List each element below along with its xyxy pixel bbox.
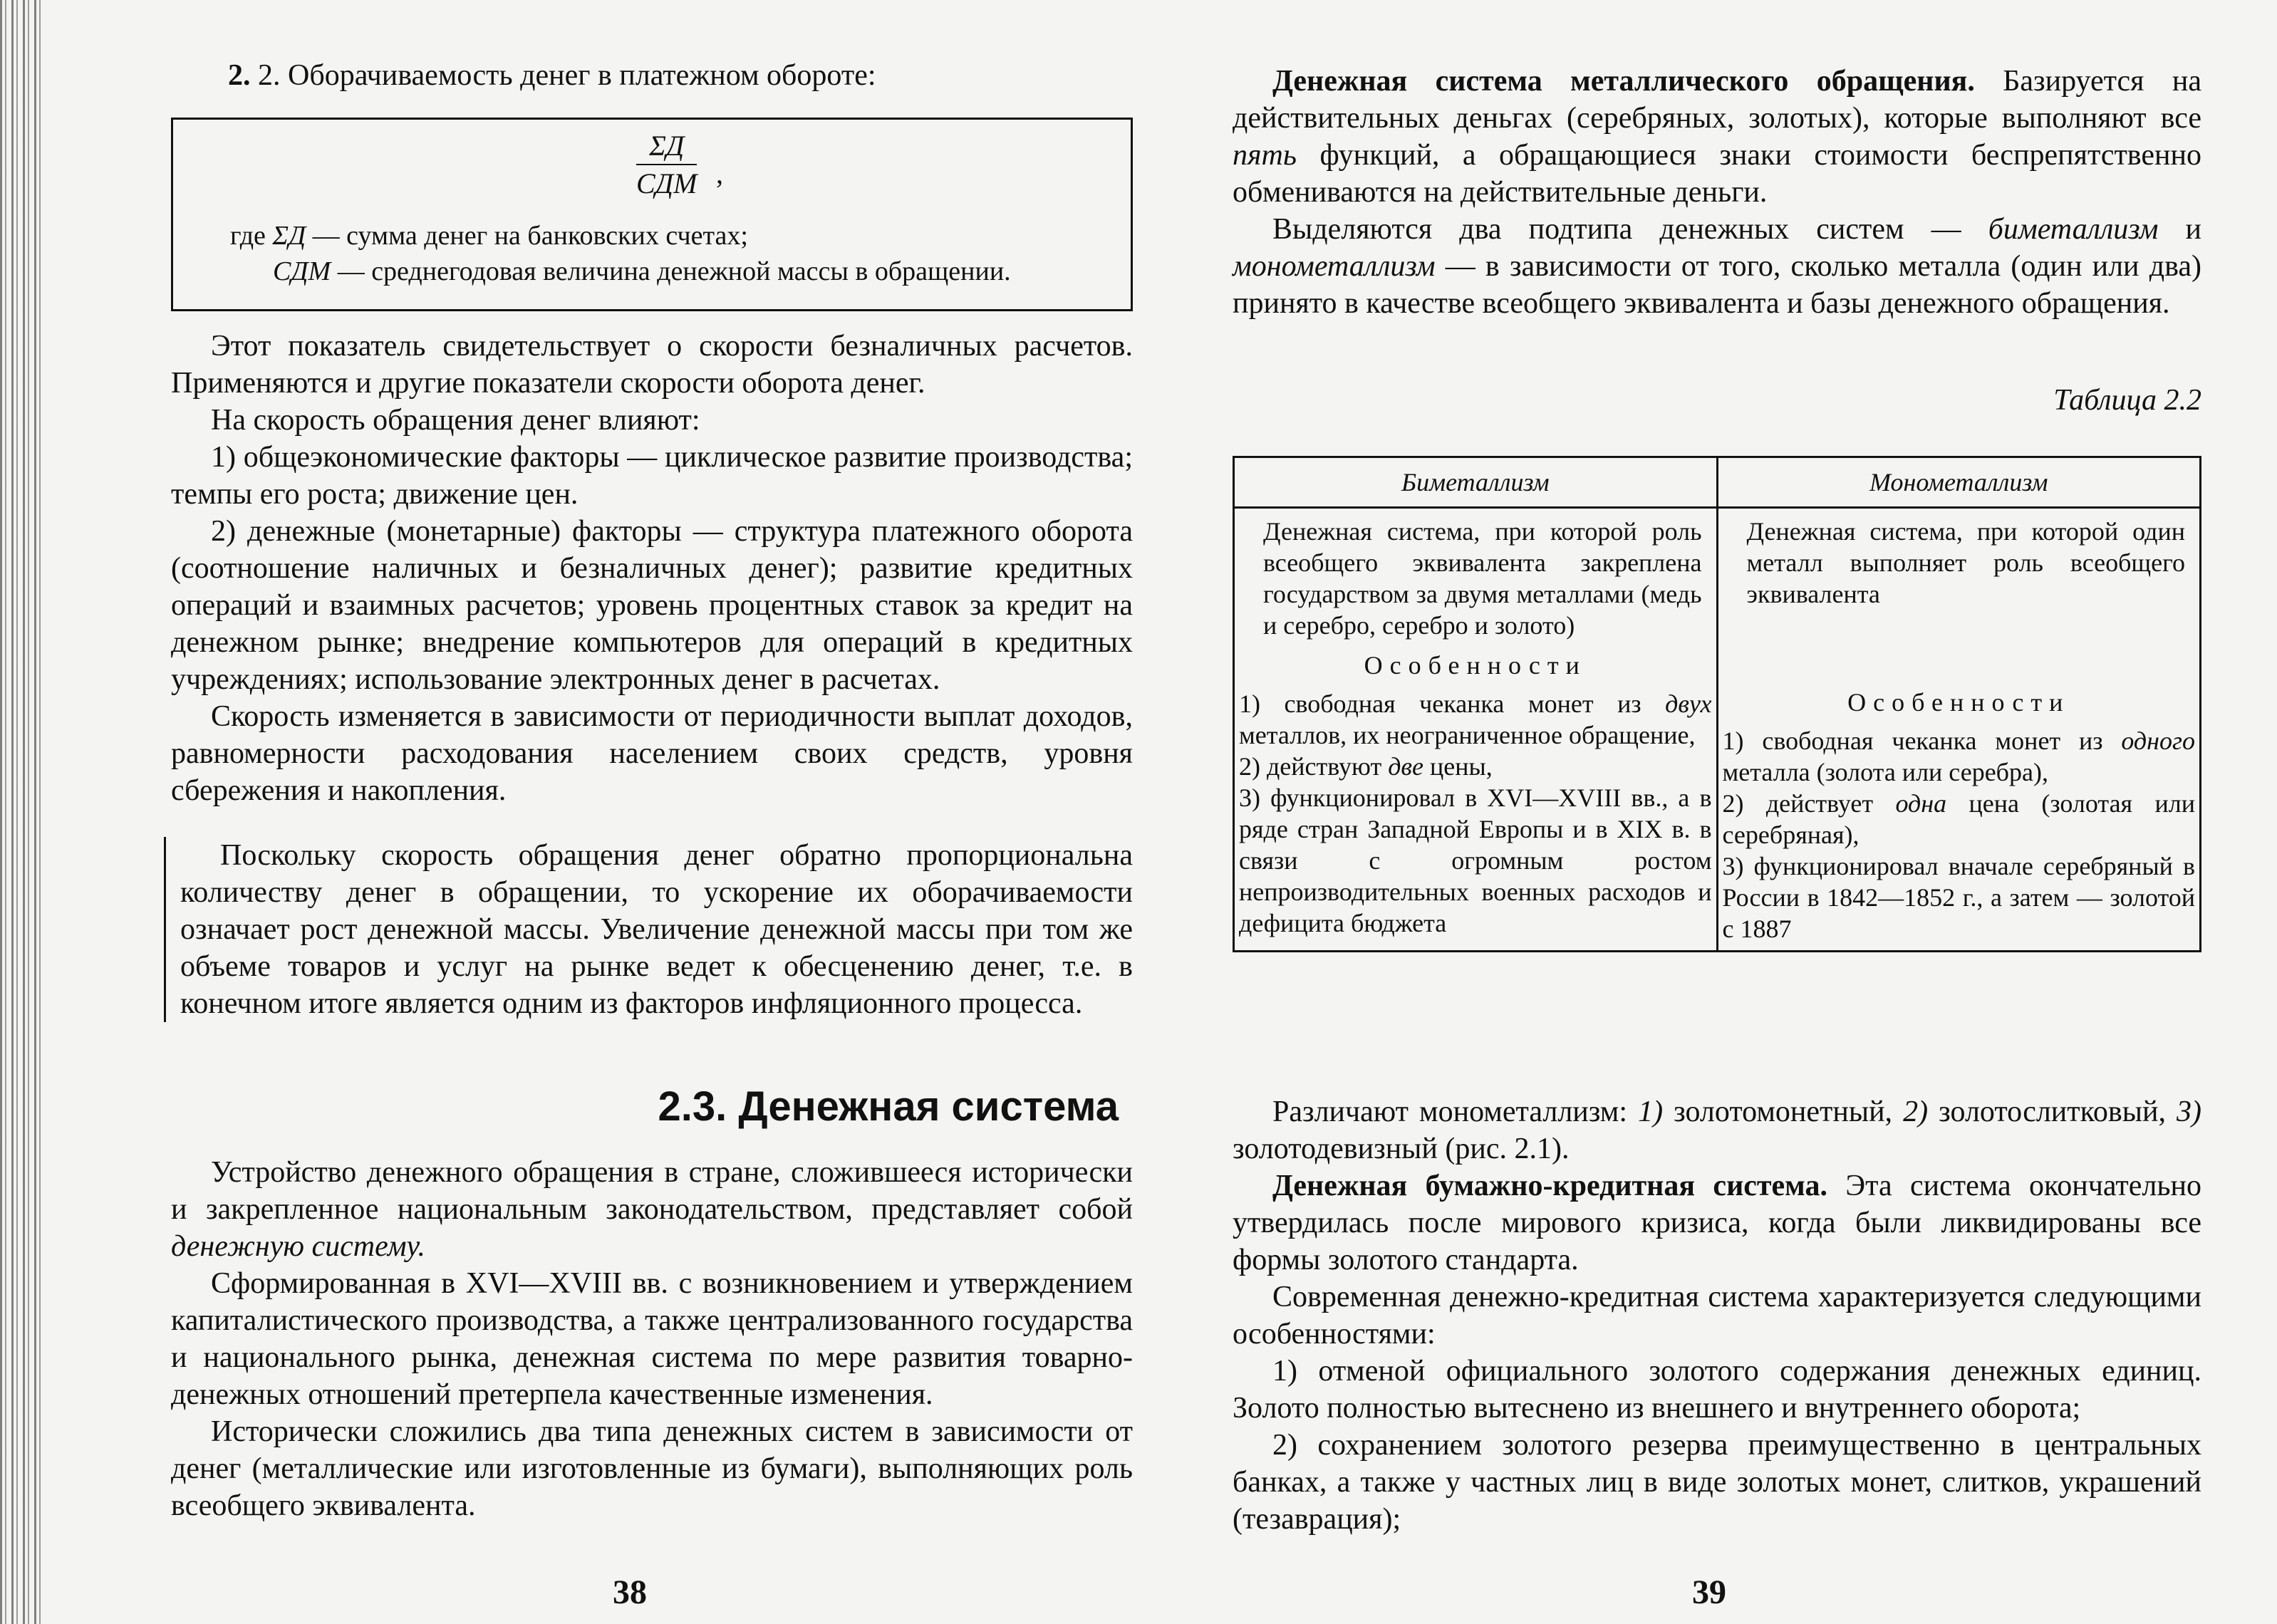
paragraph: Этот показатель свидетельствует о скорости безналичных расчетов. Применяются и другие показатели скорости оборота денег. [171, 330, 1133, 400]
table-cell-monometallism [1717, 508, 2201, 952]
feature-item [1239, 751, 1712, 782]
p1-italic: пять [1233, 139, 1297, 172]
paragraph [1233, 1167, 2201, 1279]
p3-italic: 3) [2177, 1095, 2201, 1128]
feature-text: металлов, их неограниченное обращение, [1239, 721, 1696, 749]
formula-comma: , [716, 157, 723, 189]
item-heading-text: 2. Оборачиваемость денег в платежном обороте: [258, 59, 876, 92]
feature-italic: двух [1665, 689, 1712, 718]
sidebar-text: Поскольку скорость обращения денег обратно пропорциональна количеству денег в обращении, то ускорение их оборачиваемости означает рост денежной массы. Увеличение денежной массы при том же объеме товаров и услуг на рынке ведет к обесценению денег, т.е. в конечном итоге является одним из факторов инфляционного процесса. [180, 839, 1133, 1020]
p6-text: Устройство денежного обращения в стране, сложившееся исторически и закрепленное национальным законодательством, представляет собой [171, 1156, 1133, 1226]
paragraph: Исторически сложились два типа денежных систем в зависимости от денег (металлические или изготовленные из бумаги), выполняющих роль всеобщего эквивалента. [171, 1415, 1133, 1522]
left-body-2 [171, 1154, 1133, 1524]
item-heading: 2. 2. Оборачиваемость денег в платежном обороте: [228, 59, 876, 92]
p2-c: — в зависимости от того, сколько металла (один или два) принято в качестве всеобщего эквивалента и базы денежного обращения. [1233, 250, 2201, 320]
comparison-table-wrap [1233, 456, 2201, 952]
paragraph: Сформированная в XVI—XVIII вв. с возникновением и утверждением капиталистического производства, а также централизованного государства и национального рынка, денежная система по мере развития товарно-денежных отношений претерпела качественные изменения. [171, 1267, 1133, 1411]
p3-italic: 1) [1638, 1095, 1664, 1128]
feature-text: цена (золотая или серебряная), [1722, 789, 2195, 849]
right-page [1225, 0, 2201, 1624]
formula-definitions [230, 218, 1011, 289]
left-page [164, 0, 1133, 1624]
paragraph: 2) сохранением золотого резерва преимущественно в центральных банках, а также у частных лиц в виде золотых монет, слитков, украшений (тезаврация); [1233, 1429, 2201, 1536]
feature-text: 2) действуют [1239, 752, 1389, 781]
comparison-table [1233, 456, 2201, 952]
sidebar-note [164, 837, 1133, 1022]
paragraph [1233, 63, 2201, 211]
table-caption: Таблица 2.2 [2053, 384, 2201, 417]
p3-d: золотодевизный (рис. 2.1). [1233, 1133, 1570, 1165]
formula-fraction [636, 128, 697, 202]
paragraph [1233, 1093, 2201, 1167]
right-body-2 [1233, 1093, 2201, 1538]
p4-bold: Денежная бумажно-кредитная система. [1272, 1170, 1828, 1202]
paragraph [1233, 211, 2201, 322]
table-header-bimetallism: Биметаллизм [1234, 457, 1718, 508]
feature-item [1723, 788, 2196, 850]
section-title: 2.3. Денежная система [658, 1083, 1119, 1130]
p1-a: Базируется на действительных деньгах (серебряных, золотых), которые выполняют все [1233, 65, 2201, 135]
features-label: Особенности [1364, 651, 1587, 680]
def2-symbol: СДМ [273, 256, 331, 286]
bimetallism-features [1235, 688, 1716, 944]
paragraph [171, 1154, 1133, 1265]
feature-italic: две [1388, 752, 1424, 781]
table-cell-bimetallism [1234, 508, 1718, 952]
feature-italic: одна [1895, 789, 1947, 818]
def1-prefix: где [230, 221, 273, 251]
p3-italic: 2) [1903, 1095, 1929, 1128]
paragraph: Скорость изменяется в зависимости от периодичности выплат доходов, равномерности расходования населением своих средств, уровня сбережения и накопления. [171, 700, 1133, 807]
feature-item [1723, 725, 2196, 788]
monometallism-features [1718, 725, 2200, 950]
paragraph: На скорость обращения денег влияют: [211, 404, 700, 437]
feature-item: 3) функционировал вначале серебряный в России в 1842—1852 г., а затем — золотой с 1887 [1722, 852, 2195, 943]
p3-a: Различают монометаллизм: [1272, 1095, 1639, 1128]
page-number: 39 [1692, 1573, 1726, 1611]
p3-b: золотомонетный, [1663, 1095, 1904, 1128]
p2-italic-2: монометаллизм [1233, 250, 1436, 283]
def1-text: — сумма денег на банковских счетах; [306, 221, 748, 251]
right-body-1 [1233, 63, 2201, 322]
p1-b: функций, а обращающиеся знаки стоимости беспрепятственно обмениваются на действительные деньги. [1233, 139, 2201, 209]
left-body-1 [171, 328, 1133, 809]
page-number: 38 [613, 1573, 647, 1611]
feature-italic: одного [2121, 727, 2195, 755]
features-label: Особенности [1847, 688, 2070, 717]
paragraph: Современная денежно-кредитная система характеризуется следующими особенностями: [1233, 1281, 2201, 1350]
paragraph: 1) отменой официального золотого содержания денежных единиц. Золото полностью вытеснено из внешнего и внутреннего оборота; [1233, 1355, 2201, 1425]
feature-text: металла (золота или серебра), [1722, 758, 2048, 786]
def2-text: — среднегодовая величина денежной массы в обращении. [331, 256, 1011, 286]
formula-box [171, 118, 1133, 311]
monometallism-definition: Денежная система, при которой один металл выполняет роль всеобщего эквивалента [1746, 517, 2185, 608]
p2-a: Выделяются два подтипа денежных систем — [1272, 213, 1988, 246]
book-spine [0, 0, 43, 1624]
feature-text: 1) свободная чеканка монет из [1722, 727, 2122, 755]
feature-text: цены, [1423, 752, 1493, 781]
def1-symbol: ΣД [272, 221, 306, 251]
bimetallism-definition: Денежная система, при которой роль всеобщего эквивалента закреплена государством за двумя металлами (медь и серебро, серебро и золото) [1263, 517, 1702, 640]
formula-denominator: СДМ [636, 167, 697, 199]
p4-text: Эта система окончательно утвердилась после мирового кризиса, когда были ликвидированы все формы золотого стандарта. [1233, 1170, 2202, 1276]
feature-item [1239, 688, 1712, 751]
p2-b: и [2158, 213, 2201, 246]
table-header-monometallism: Монометаллизм [1717, 457, 2201, 508]
feature-text: 2) действует [1722, 789, 1896, 818]
formula-numerator: ΣД [636, 128, 697, 165]
paragraph: 2) денежные (монетарные) факторы — структура платежного оборота (соотношение наличных и безналичных денег); развитие кредитных операций и взаимных расчетов; уровень процентных ставок за кредит на денежном рынке; внедрение компьютеров для операций в кредитных учреждениях; использование электронных денег в расчетах. [171, 515, 1133, 696]
feature-text: 1) свободная чеканка монет из [1239, 689, 1666, 718]
p6-italic: денежную систему. [171, 1230, 425, 1263]
feature-item: 3) функционировал в XVI—XVIII вв., а в ряде стран Западной Европы и в XIX в. в связи с огромным ростом непроизводительных военных расходов и дефицита бюджета [1239, 784, 1712, 937]
p2-italic-1: биметаллизм [1988, 213, 2159, 246]
p1-bold: Денежная система металлического обращения. [1272, 65, 1975, 98]
p3-c: золотослитковый, [1928, 1095, 2177, 1128]
paragraph: 1) общеэкономические факторы — циклическое развитие производства; темпы его роста; движение цен. [171, 441, 1133, 511]
